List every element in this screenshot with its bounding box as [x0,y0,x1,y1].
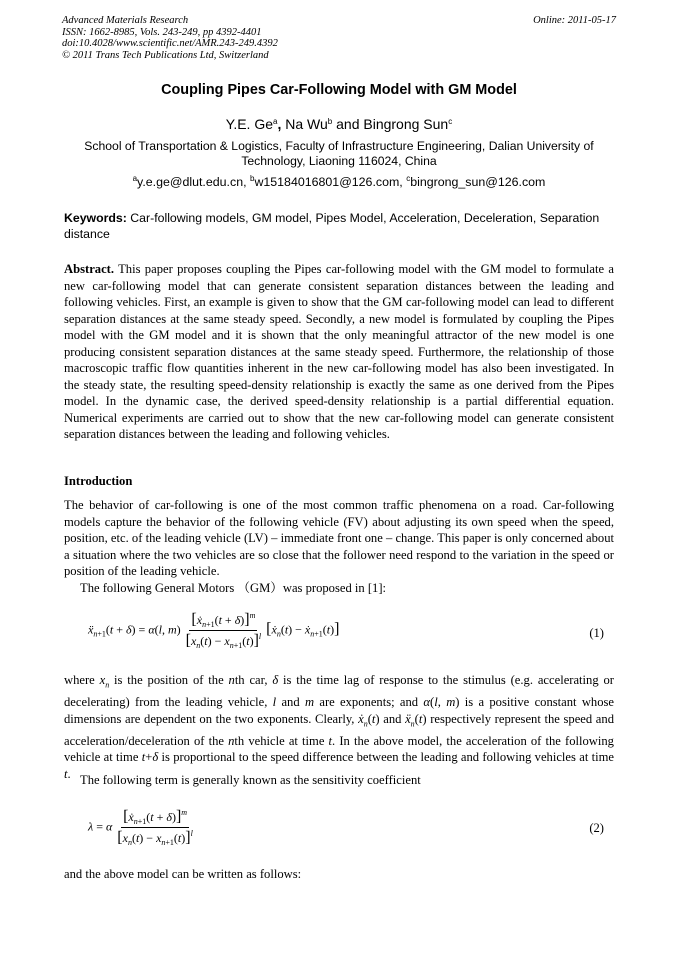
emails: $^a$y.e.ge@dlut.edu.cn, $^b$w15184016801@126.com, $^c$bingrong_sun@126.com [132,174,546,189]
equation-1: ẍ$_{n+1}$(t + δ) = α(l, m) $\frac{[ẋ_{n+1}(t + \delta)]^m}{[x_n(t) - x_{n+1}(t)]^l}$ [ẋ$_n$(t) − ẋ$_{n+1}$(t)] [88,611,340,650]
author-name: Y.E. Ge [225,116,273,132]
affiliation-line: School of Transportation & Logistics, Faculty of Infrastructure Engineering, Dalian University of [84,139,594,153]
copyright: © 2011 Trans Tech Publications Ltd, Switzerland [62,49,269,61]
author-name: Na Wu [285,116,328,132]
issn: ISSN: 1662-8985, Vols. 243-249, pp 4392-4401 [62,26,262,38]
email-address: w15184016801@126.com [254,175,400,189]
abstract-text: This paper proposes coupling the Pipes car-following model with the GM model to formulate a new car-following model that can generate consistent separation distances between the leading and following vehicles. First, an example is given to show that the GM car-following model can lead to different separation distances at the same steady speed. Secondly, a new model is formulated by coupling the Pipes model with the GM model and it is shown that the only meaningful attractor of the new model is one producing consistent separation distances at the same steady speed. Furthermore, the relationship of those macroscopic traffic flow quantities inherent in the new car-following model has also been investigated. In the steady state, the resulting speed-density relationship is exactly the same as one derived from the Pipes model. In the dynamic case, the derived speed-density relationship is a partial differential equation. Numerical experiments are carried out to show that the new car-following model can generate consistent separation distances between the leading and following vehicles. [64,262,615,441]
author-name: Bingrong Sun [363,116,449,132]
email-address: bingrong_sun@126.com [410,175,546,189]
section-heading: Introduction [64,474,133,488]
equation-number: (1) [589,626,604,640]
final-paragraph: and the above model can be written as follows: [64,867,302,881]
author-mark: a [273,117,278,126]
intro-paragraph: The following General Motors （GM）was proposed in [1]: [80,581,387,595]
affiliation [64,139,614,169]
abstract [64,261,614,443]
email-address: y.e.ge@dlut.edu.cn [137,175,244,189]
journal-header [62,15,278,61]
author-separator: and [332,116,364,132]
keywords-label: Keywords: [64,211,127,225]
where-paragraph: where $x_n$ is the position of the nth car, δ is the time lag of response to the stimulus (e.g. accelerating or decelerating) from the leading vehicle, l and m are exponents; and α(l, m) is a positive constant whose dimensions are dependent on the two exponents. Clearly, ẋ$_n$(t) and ẍ$_n$(t) respectively represent the speed and acceleration/deceleration of the nth vehicle at time t. In the above model, the acceleration of the following vehicle at time t+δ is proportional to the speed difference between the leading and following vehicles at time t. [64,673,615,781]
paper-title: Coupling Pipes Car-Following Model with GM Model [161,82,517,98]
authors [64,116,614,132]
affiliation-line: Technology, Liaoning 116024, China [241,154,437,168]
email-mark: b [249,174,255,183]
journal-name: Advanced Materials Research [62,15,189,26]
email-mark: c [406,174,411,183]
equation-number: (2) [589,821,604,835]
doi: doi:10.4028/www.scientific.net/AMR.243-249.4392 [62,38,278,49]
equation-2: λ = α $\frac{[ẋ_{n+1}(t + \delta)]^m}{[x_n(t) - x_{n+1}(t)]^l}$ [88,808,193,847]
keywords-text: Car-following models, GM model, Pipes Model, Acceleration, Deceleration, Separation distance [64,211,600,241]
email-mark: a [132,174,138,183]
author-separator: , [277,116,286,132]
abstract-label: Abstract. [64,262,115,276]
author-mark: c [448,117,453,126]
online-date: Online: 2011-05-17 [533,15,616,26]
author-mark: b [327,117,333,126]
intro-paragraph: The behavior of car-following is one of the most common traffic phenomena on a road. Car-following models capture the behavior of the following vehicle (FV) about adjusting its own speed when the speed, position, etc. of the leading vehicle (LV) – immediate front one – change. This paper is only concerned about a situation where the two vehicles are so close that the follower need respond to the variation in the speed or position of the leading vehicle. [64,498,614,578]
keywords [64,210,614,242]
sensitivity-paragraph: The following term is generally known as the sensitivity coefficient [80,773,421,787]
